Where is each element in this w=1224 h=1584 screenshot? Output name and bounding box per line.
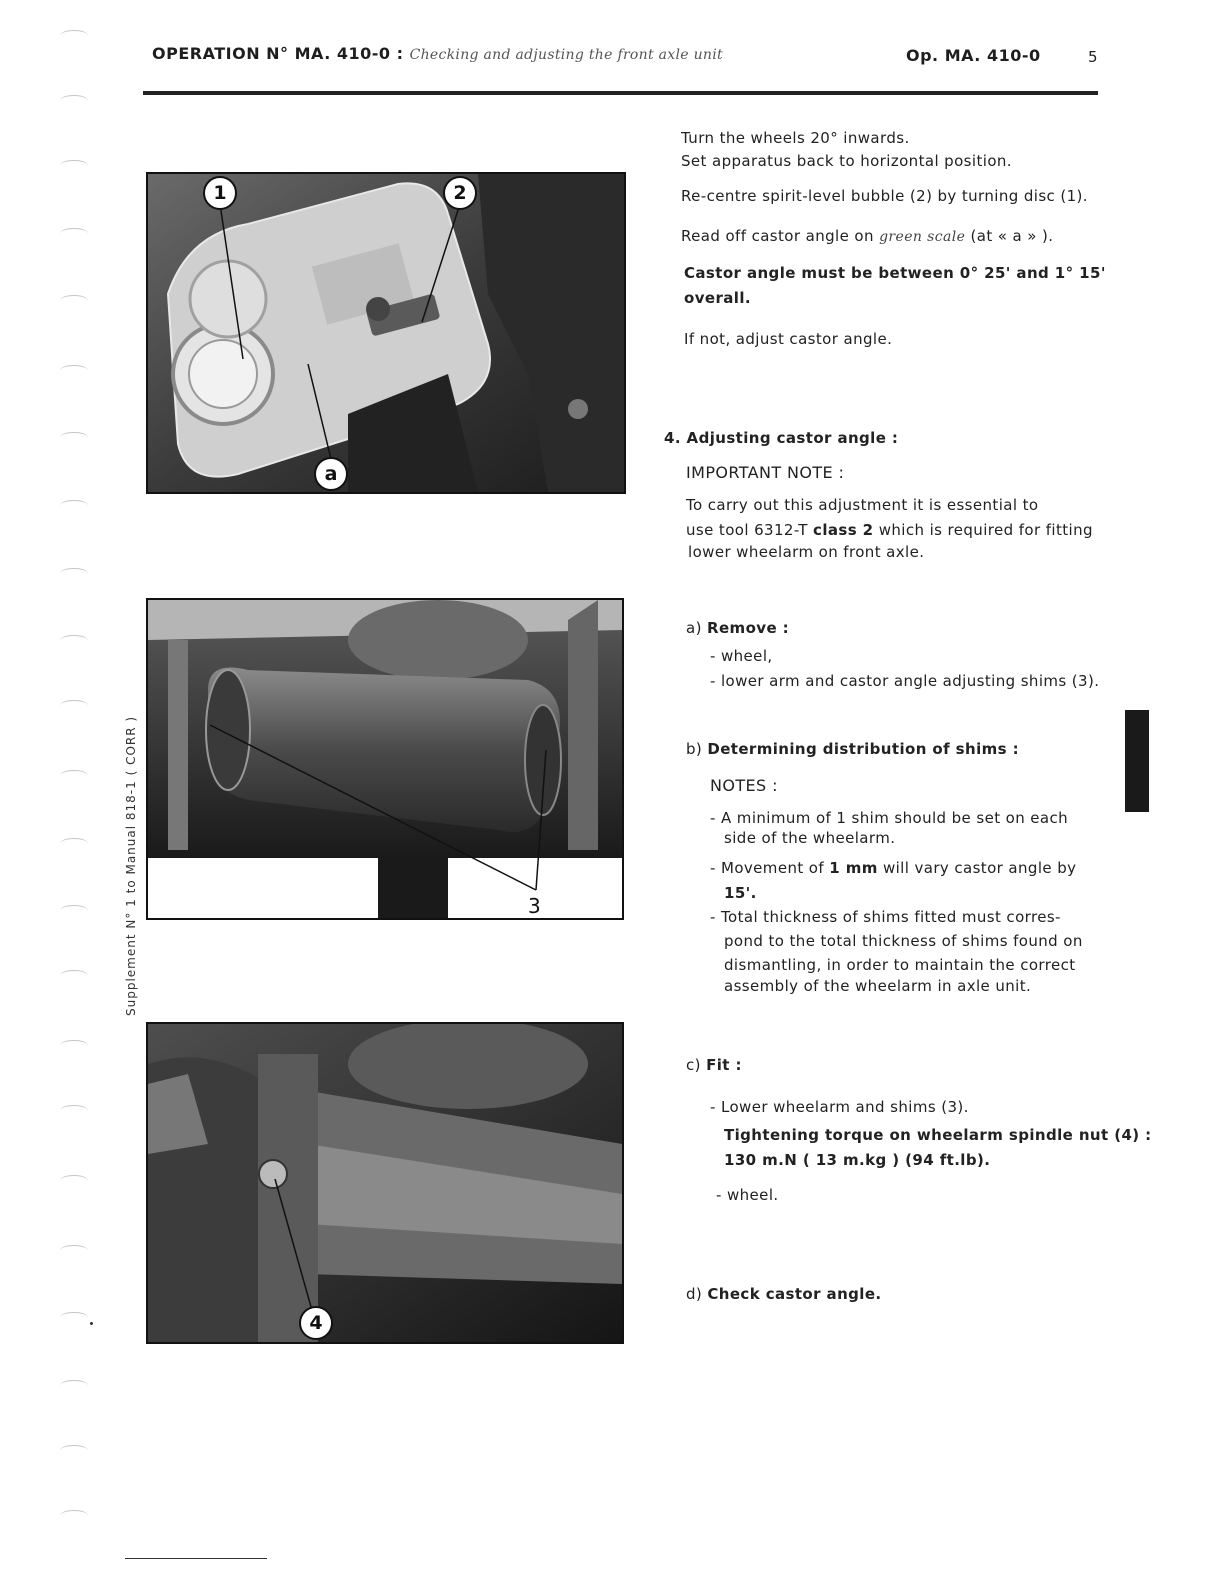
step-d-title: Check castor angle. xyxy=(707,1285,882,1303)
note-2-vary: will vary castor angle by xyxy=(882,859,1077,877)
note-3-line-4: assembly of the wheelarm in axle unit. xyxy=(724,977,1032,995)
read-castor-text: Read off castor angle on xyxy=(681,227,874,245)
supplement-label: Supplement N° 1 to Manual 818-1 ( CORR ) xyxy=(124,715,138,1016)
note-required: which is required for fitting xyxy=(878,521,1093,539)
notes-title: NOTES : xyxy=(710,776,778,795)
step-b-heading xyxy=(686,740,1019,758)
figure-wheelarm-shims xyxy=(146,598,624,920)
note-2-line-1 xyxy=(710,859,1076,877)
note-2-mm: 1 mm xyxy=(829,859,878,877)
note-1-line-1: - A minimum of 1 shim should be set on each xyxy=(710,809,1069,827)
step-c-heading xyxy=(686,1056,742,1074)
wheelarm-photo xyxy=(148,600,622,918)
intro-set-apparatus: Set apparatus back to horizontal position. xyxy=(681,152,1012,170)
castor-angle-range: Castor angle must be between 0° 25' and 1° 15' xyxy=(684,264,1106,282)
header-divider xyxy=(143,91,1098,95)
step-b-label: b) xyxy=(686,740,703,758)
note-3-line-3: dismantling, in order to maintain the correct xyxy=(724,956,1076,974)
callout-a: a xyxy=(314,457,348,491)
operation-reference: Op. MA. 410-0 xyxy=(906,46,1041,65)
intro-turn-wheels: Turn the wheels 20° inwards. xyxy=(681,129,910,147)
step-d-heading xyxy=(686,1285,882,1303)
important-note-title: IMPORTANT NOTE : xyxy=(686,463,845,482)
note-line-2 xyxy=(686,521,1093,539)
note-3-line-2: pond to the total thickness of shims found on xyxy=(724,932,1083,950)
callout-2: 2 xyxy=(443,176,477,210)
note-2-movement: - Movement of xyxy=(710,859,825,877)
tightening-torque-line-2: 130 m.N ( 13 m.kg ) (94 ft.lb). xyxy=(724,1151,991,1169)
step-c-title: Fit : xyxy=(706,1056,742,1074)
step-a-item-lower-arm: - lower arm and castor angle adjusting shims (3). xyxy=(710,672,1100,690)
step-c-item-wheel: - wheel. xyxy=(716,1186,779,1204)
footer-rule xyxy=(125,1558,267,1559)
note-3-line-1: - Total thickness of shims fitted must corres- xyxy=(710,908,1061,926)
note-2-line-2: 15'. xyxy=(724,884,757,902)
intro-read-castor xyxy=(681,227,1053,245)
operation-subtitle: Checking and adjusting the front axle unit xyxy=(409,47,723,63)
header-operation xyxy=(152,44,723,63)
note-class: class 2 xyxy=(813,521,874,539)
callout-3: 3 xyxy=(528,894,541,918)
step-a-title: Remove : xyxy=(707,619,790,637)
margin-dot xyxy=(90,1322,93,1325)
step-b-title: Determining distribution of shims : xyxy=(707,740,1019,758)
figure-spindle-nut xyxy=(146,1022,624,1344)
step-c-label: c) xyxy=(686,1056,701,1074)
intro-recentre-bubble: Re-centre spirit-level bubble (2) by turning disc (1). xyxy=(681,187,1088,205)
operation-number: OPERATION N° MA. 410-0 : xyxy=(152,44,404,63)
page-number: 5 xyxy=(1088,48,1098,66)
castor-angle-overall: overall. xyxy=(684,289,751,307)
spindle-nut-photo xyxy=(148,1024,622,1342)
step-a-item-wheel: - wheel, xyxy=(710,647,773,665)
tightening-torque-line-1: Tightening torque on wheelarm spindle nut (4) : xyxy=(724,1126,1152,1144)
green-scale-term: green scale xyxy=(879,229,966,245)
figure-castor-gauge xyxy=(146,172,626,494)
step-a-heading xyxy=(686,619,789,637)
section-4-heading: 4. Adjusting castor angle : xyxy=(664,429,899,447)
step-a-label: a) xyxy=(686,619,702,637)
note-1-line-2: side of the wheelarm. xyxy=(724,829,896,847)
section-tab-marker xyxy=(1125,710,1149,812)
intro-if-not: If not, adjust castor angle. xyxy=(684,330,893,348)
callout-4: 4 xyxy=(299,1306,333,1340)
step-c-item-wheelarm: - Lower wheelarm and shims (3). xyxy=(710,1098,969,1116)
read-castor-ref: (at « a » ). xyxy=(970,227,1054,245)
note-line-1: To carry out this adjustment it is essential to xyxy=(686,496,1039,514)
gauge-photo xyxy=(148,174,624,492)
step-d-label: d) xyxy=(686,1285,703,1303)
note-line-3: lower wheelarm on front axle. xyxy=(688,543,925,561)
callout-1: 1 xyxy=(203,176,237,210)
note-tool: use tool 6312-T xyxy=(686,521,808,539)
